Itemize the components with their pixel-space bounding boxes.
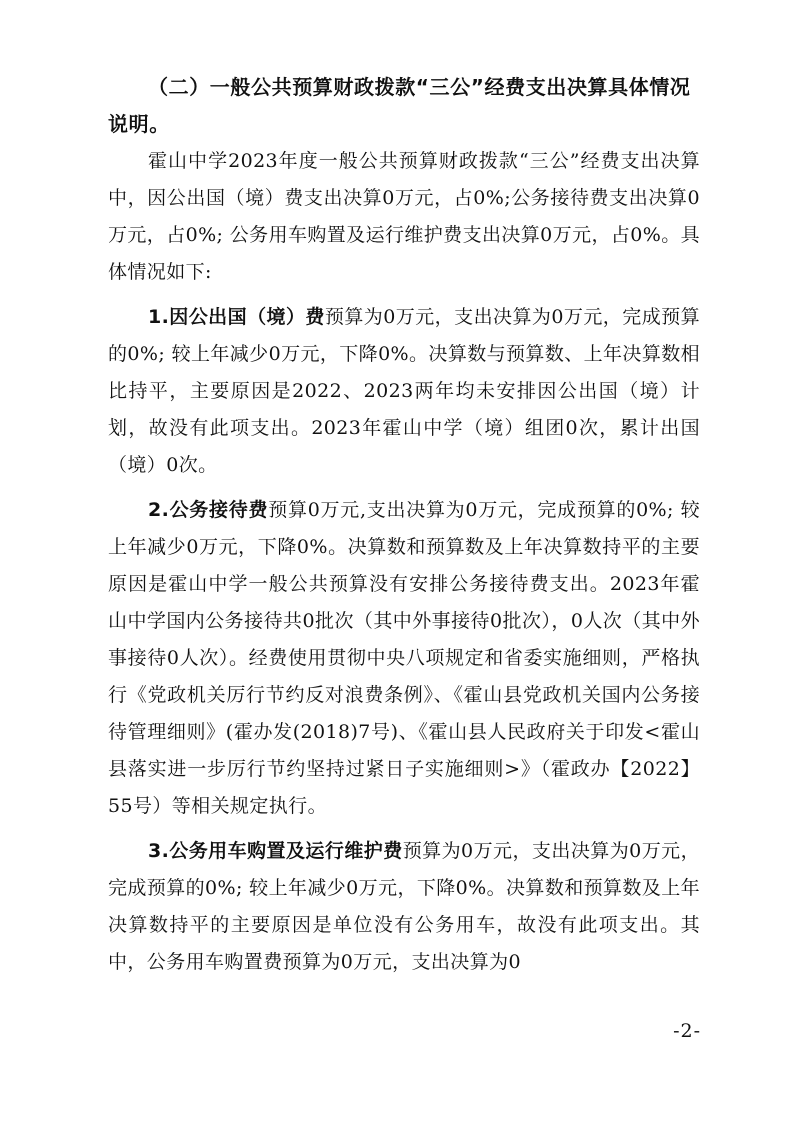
item-lead-overseas: 1.因公出国（境）费 <box>148 306 325 328</box>
item-lead-vehicle: 3.公务用车购置及运行维护费 <box>148 840 403 862</box>
page-number: -2- <box>673 1020 701 1042</box>
item-lead-reception: 2.公务接待费 <box>148 499 269 521</box>
section-heading: （二）一般公共预算财政拨款“三公”经费支出决算具体情况说明。 <box>108 75 691 136</box>
item-paragraph-reception <box>108 492 700 825</box>
item-text-overseas: 预算为0万元，支出决算为0万元，完成预算的0%; 较上年减少0万元，下降0%。决算数与预算数、上年决算数相比持平，主要原因是2022、2023两年均未安排因公出国（境）计划，故没有此项支出。2023年霍山中学（境）组团0次，累计出国（境）0次。 <box>108 306 701 476</box>
item-paragraph-overseas <box>108 299 700 484</box>
document-body <box>108 69 700 981</box>
item-text-reception: 预算0万元,支出决算为0万元，完成预算的0%; 较上年减少0万元，下降0%。决算数和预算数及上年决算数持平的主要原因是霍山中学一般公共预算没有安排公务接待费支出。2023年霍山中学国内公务接待共0批次（其中外事接待0批次），0人次（其中外事接待0人次）。经费使用贯彻中央八项规定和省委实施细则，严格执行《党政机关厉行节约反对浪费条例》、《霍山县党政机关国内公务接待管理细则》(霍办发(2018)7号)、《霍山县人民政府关于印发<霍山县落实进一步厉行节约坚持过紧日子实施细则>》（霍政办【2022】55号）等相关规定执行。 <box>108 499 700 817</box>
intro-paragraph: 霍山中学2023年度一般公共预算财政拨款“三公”经费支出决算中，因公出国（境）费支出决算0万元，占0%;公务接待费支出决算0万元，占0%; 公务用车购置及运行维护费支出决算0万元，占0%。具体情况如下: <box>108 150 701 283</box>
item-text-vehicle: 预算为0万元，支出决算为0万元，完成预算的0%; 较上年减少0万元，下降0%。决算数和预算数及上年决算数持平的主要原因是单位没有公务用车，故没有此项支出。其中，公务用车购置费预算为0万元，支出决算为0 <box>108 840 701 973</box>
item-paragraph-vehicle <box>108 833 700 981</box>
